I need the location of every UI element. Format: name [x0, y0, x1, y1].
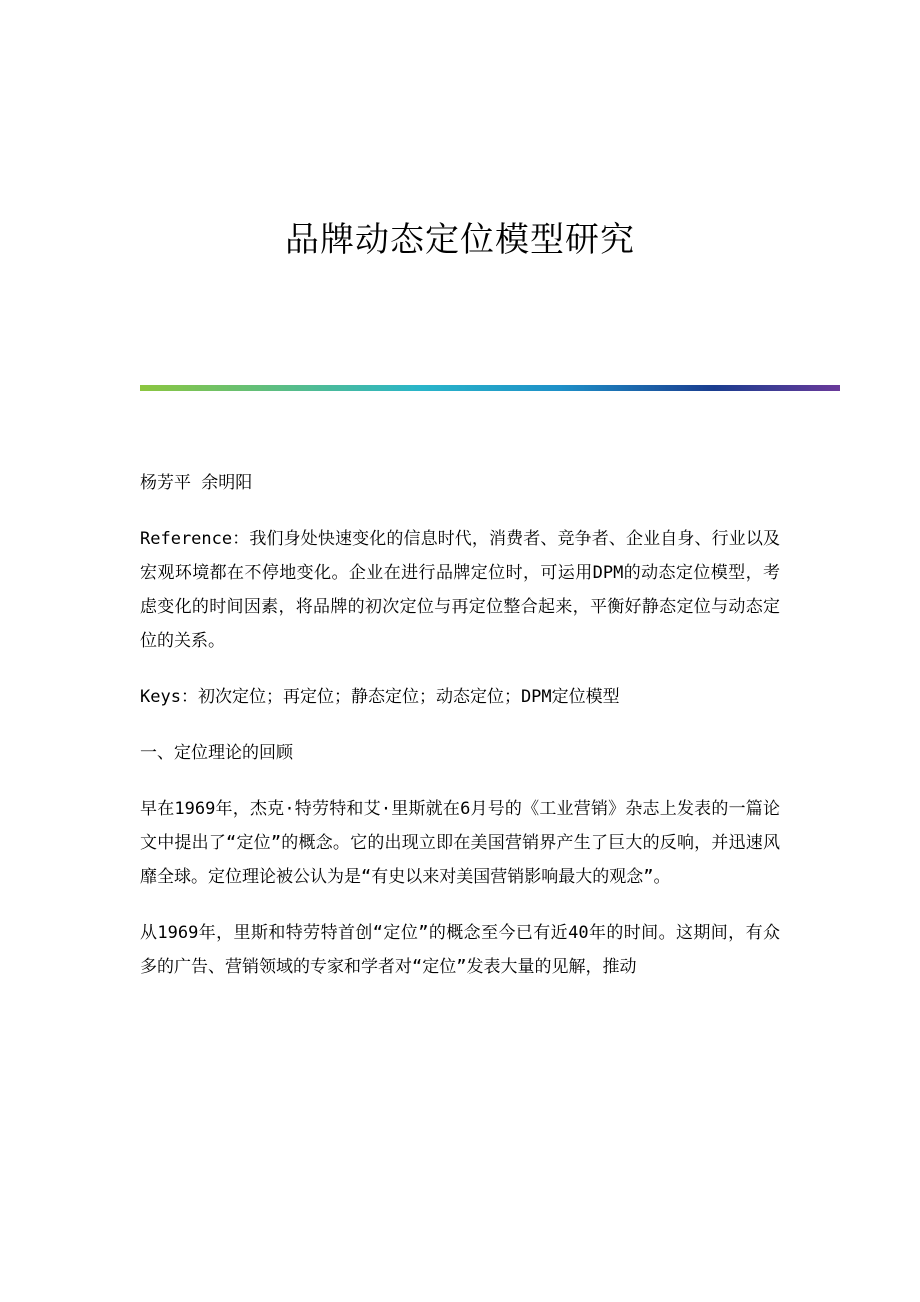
section-heading: 一、定位理论的回顾 [140, 743, 293, 763]
gradient-divider [140, 385, 840, 391]
document-body [140, 466, 780, 1006]
body-paragraph: 从1969年，里斯和特劳特首创“定位”的概念至今已有近40年的时间。这期间，有众多的广告、营销领域的专家和学者对“定位”发表大量的见解，推动 [140, 923, 780, 977]
author-line: 杨芳平 余明阳 [140, 473, 253, 493]
document-title: 品牌动态定位模型研究 [285, 220, 635, 260]
keywords-line: Keys：初次定位；再定位；静态定位；动态定位；DPM定位模型 [140, 687, 620, 707]
abstract-paragraph: Reference：我们身处快速变化的信息时代，消费者、竞争者、企业自身、行业以及宏观环境都在不停地变化。企业在进行品牌定位时，可运用DPM的动态定位模型，考虑变化的时间因素，将品牌的初次定位与再定位整合起来，平衡好静态定位与动态定位的关系。 [140, 529, 780, 651]
body-paragraph: 早在1969年，杰克·特劳特和艾·里斯就在6月号的《工业营销》杂志上发表的一篇论文中提出了“定位”的概念。它的出现立即在美国营销界产生了巨大的反响，并迅速风靡全球。定位理论被公认为是“有史以来对美国营销影响最大的观念”。 [140, 799, 780, 887]
